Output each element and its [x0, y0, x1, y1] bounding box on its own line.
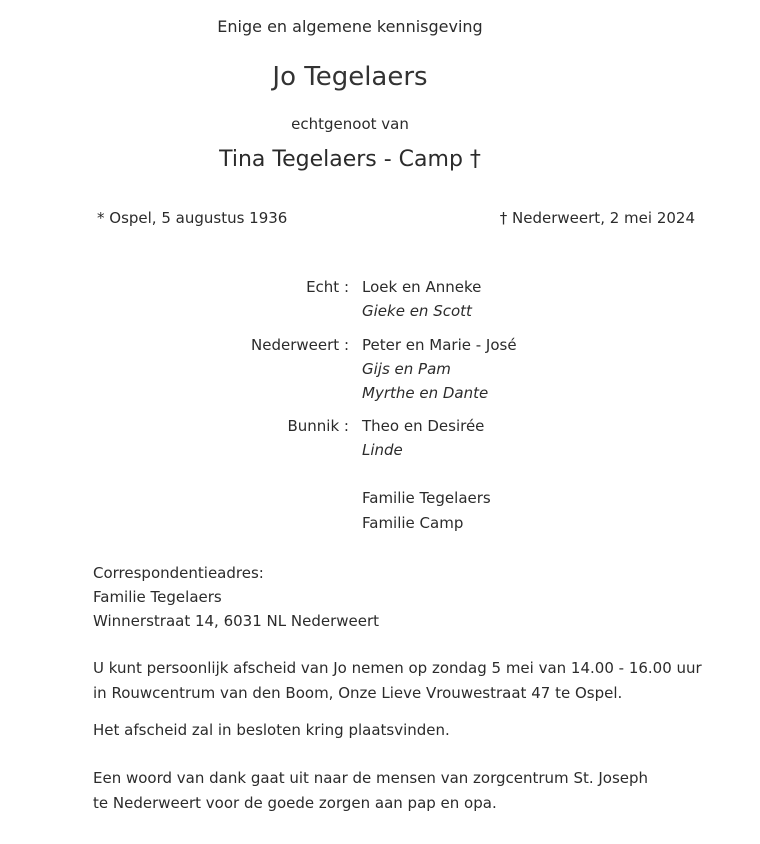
family-line: Peter en Marie - José [362, 336, 517, 354]
family-label-bunnik: Bunnik : [287, 417, 349, 435]
thanks-line-2: te Nederweert voor de goede zorgen aan pap en opa. [93, 794, 497, 812]
deceased-name: Jo Tegelaers [272, 62, 428, 92]
grandchildren-line: Linde [362, 441, 403, 459]
family-label-nederweert: Nederweert : [251, 336, 349, 354]
private-note: Het afscheid zal in besloten kring plaatsvinden. [93, 721, 450, 739]
grandchildren-line: Gijs en Pam [362, 360, 451, 378]
correspondence-name: Familie Tegelaers [93, 588, 222, 606]
farewell-line-2: in Rouwcentrum van den Boom, Onze Lieve Vrouwestraat 47 te Ospel. [93, 684, 623, 702]
spouse-name: Tina Tegelaers - Camp † [219, 147, 481, 172]
family-line: Theo en Desirée [362, 417, 485, 435]
death-date: † Nederweert, 2 mei 2024 [499, 209, 695, 227]
announcement-heading: Enige en algemene kennisgeving [217, 17, 483, 36]
family-line: Loek en Anneke [362, 278, 482, 296]
birth-date: * Ospel, 5 augustus 1936 [97, 209, 288, 227]
correspondence-address: Winnerstraat 14, 6031 NL Nederweert [93, 612, 380, 630]
family-label-echt: Echt : [306, 278, 349, 296]
correspondence-heading: Correspondentieadres: [93, 564, 264, 582]
family-name: Familie Camp [362, 514, 464, 532]
thanks-line-1: Een woord van dank gaat uit naar de mensen van zorgcentrum St. Joseph [93, 769, 649, 787]
relation-text: echtgenoot van [291, 115, 409, 133]
grandchildren-line: Myrthe en Dante [362, 384, 489, 402]
family-name: Familie Tegelaers [362, 489, 491, 507]
grandchildren-line: Gieke en Scott [362, 302, 472, 320]
farewell-line-1: U kunt persoonlijk afscheid van Jo nemen op zondag 5 mei van 14.00 - 16.00 uur [93, 659, 702, 677]
